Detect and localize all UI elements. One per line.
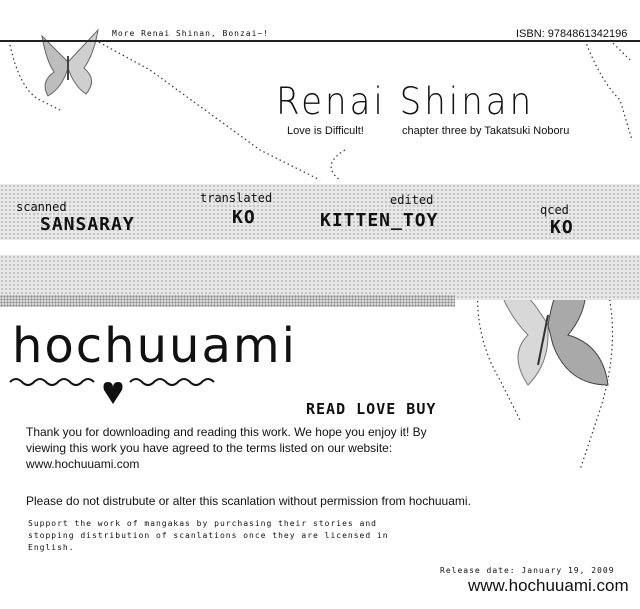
dotted-strip xyxy=(0,295,455,307)
lower-band xyxy=(0,255,640,300)
website-url[interactable]: www.hochuuami.com xyxy=(468,576,629,595)
credit-name-scanned: SANSARAY xyxy=(40,214,135,235)
heart-icon xyxy=(104,382,123,404)
credit-role-scanned: scanned xyxy=(16,200,67,214)
credit-name-qced: KO xyxy=(550,217,574,238)
credit-role-qced: qced xyxy=(540,203,569,217)
dotted-line-upper xyxy=(331,150,345,180)
page-title: Renai Shinan xyxy=(276,80,535,124)
butterfly-icon xyxy=(42,30,98,96)
thanks-paragraph: Thank you for downloading and reading this work. We hope you enjoy it! By viewing this work you have agreed to the terms listed on our website: www.hochuuami.com xyxy=(26,425,427,471)
support-notice: Support the work of mangakas by purchasing their stories and stopping distribution of scanlations once they are licensed in English. xyxy=(28,519,389,552)
dotted-line-right xyxy=(585,40,632,140)
credit-name-edited: KITTEN_TOY xyxy=(320,210,439,231)
credit-role-edited: edited xyxy=(390,193,434,207)
credit-role-translated: translated xyxy=(200,191,273,205)
permission-paragraph: Please do not distrubute or alter this scanlation without permission from hochuuami. xyxy=(26,494,471,508)
release-date: Release date: January 19, 2009 xyxy=(440,566,615,575)
subtitle: Love is Difficult! xyxy=(287,125,364,137)
tagline: READ LOVE BUY xyxy=(306,400,437,418)
top-note: More Renai Shinan, Bonzai~! xyxy=(112,29,270,38)
chapter-credit: chapter three by Takatsuki Noboru xyxy=(402,125,570,137)
credit-name-translated: KO xyxy=(232,207,256,228)
isbn-label: ISBN: 9784861342196 xyxy=(516,28,628,40)
group-logo: hochuuami xyxy=(12,318,297,374)
